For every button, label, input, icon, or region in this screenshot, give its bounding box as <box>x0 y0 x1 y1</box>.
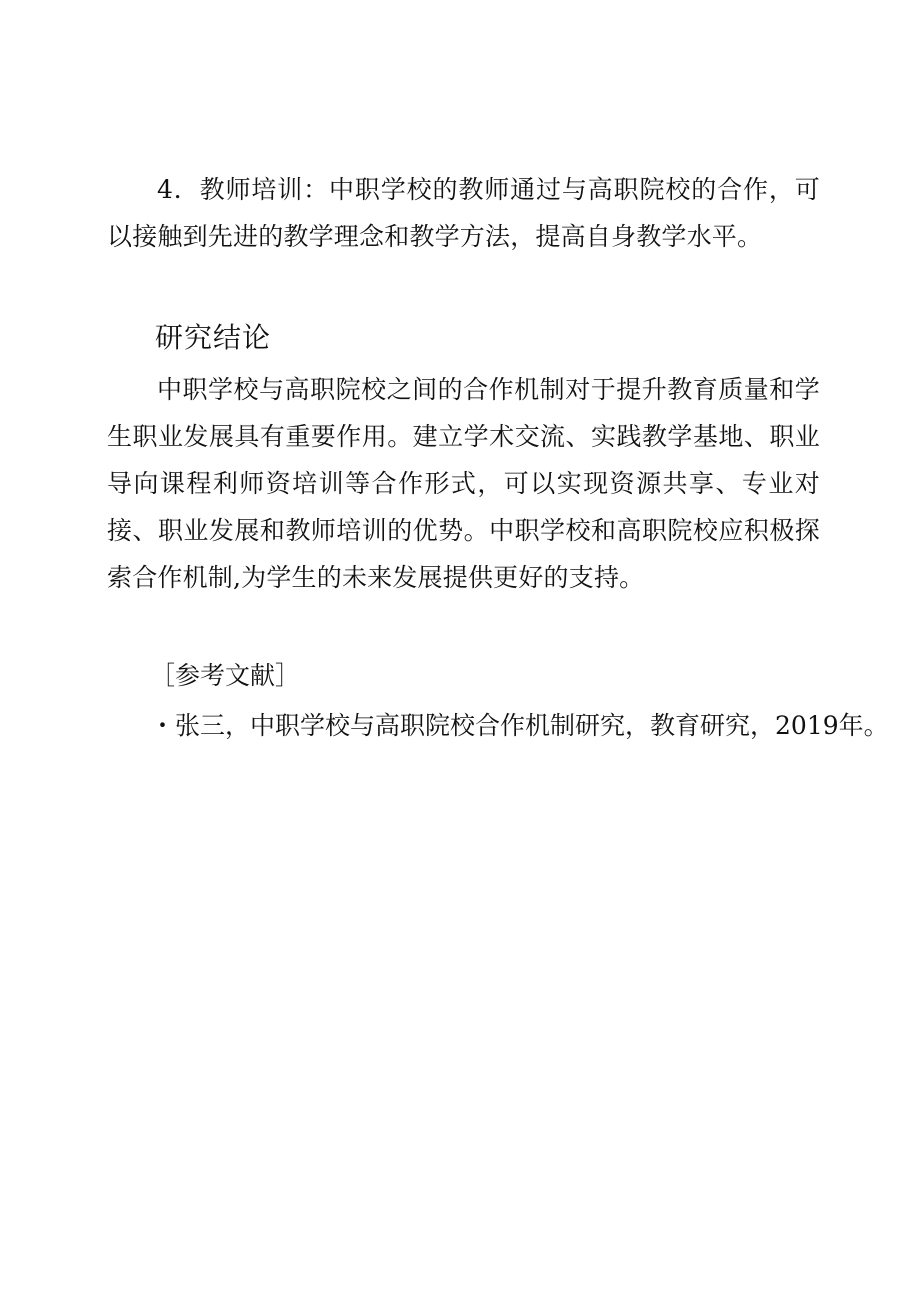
reference-item: ・张三，中职学校与高职院校合作机制研究，教育研究，2019年。 <box>150 711 889 740</box>
conclusion-paragraph: 中职学校与高职院校之间的合作机制对于提升教育质量和学生职业发展具有重要作用。建立学术交流、实践教学基地、职业导向课程利师资培训等合作形式，可以实现资源共享、专业对接、职业发展和教师培训的优势。中职学校和高职院校应积极探索合作机制,为学生的未来发展提供更好的支持。 <box>107 375 820 592</box>
section-heading-conclusion: 研究结论 <box>155 321 272 354</box>
list-item-teacher-training: 4．教师培训：中职学校的教师通过与高职院校的合作，可以接触到先进的教学理念和教学方法，提高自身教学水平。 <box>107 175 820 251</box>
references-title: ［参考文献］ <box>150 661 301 690</box>
